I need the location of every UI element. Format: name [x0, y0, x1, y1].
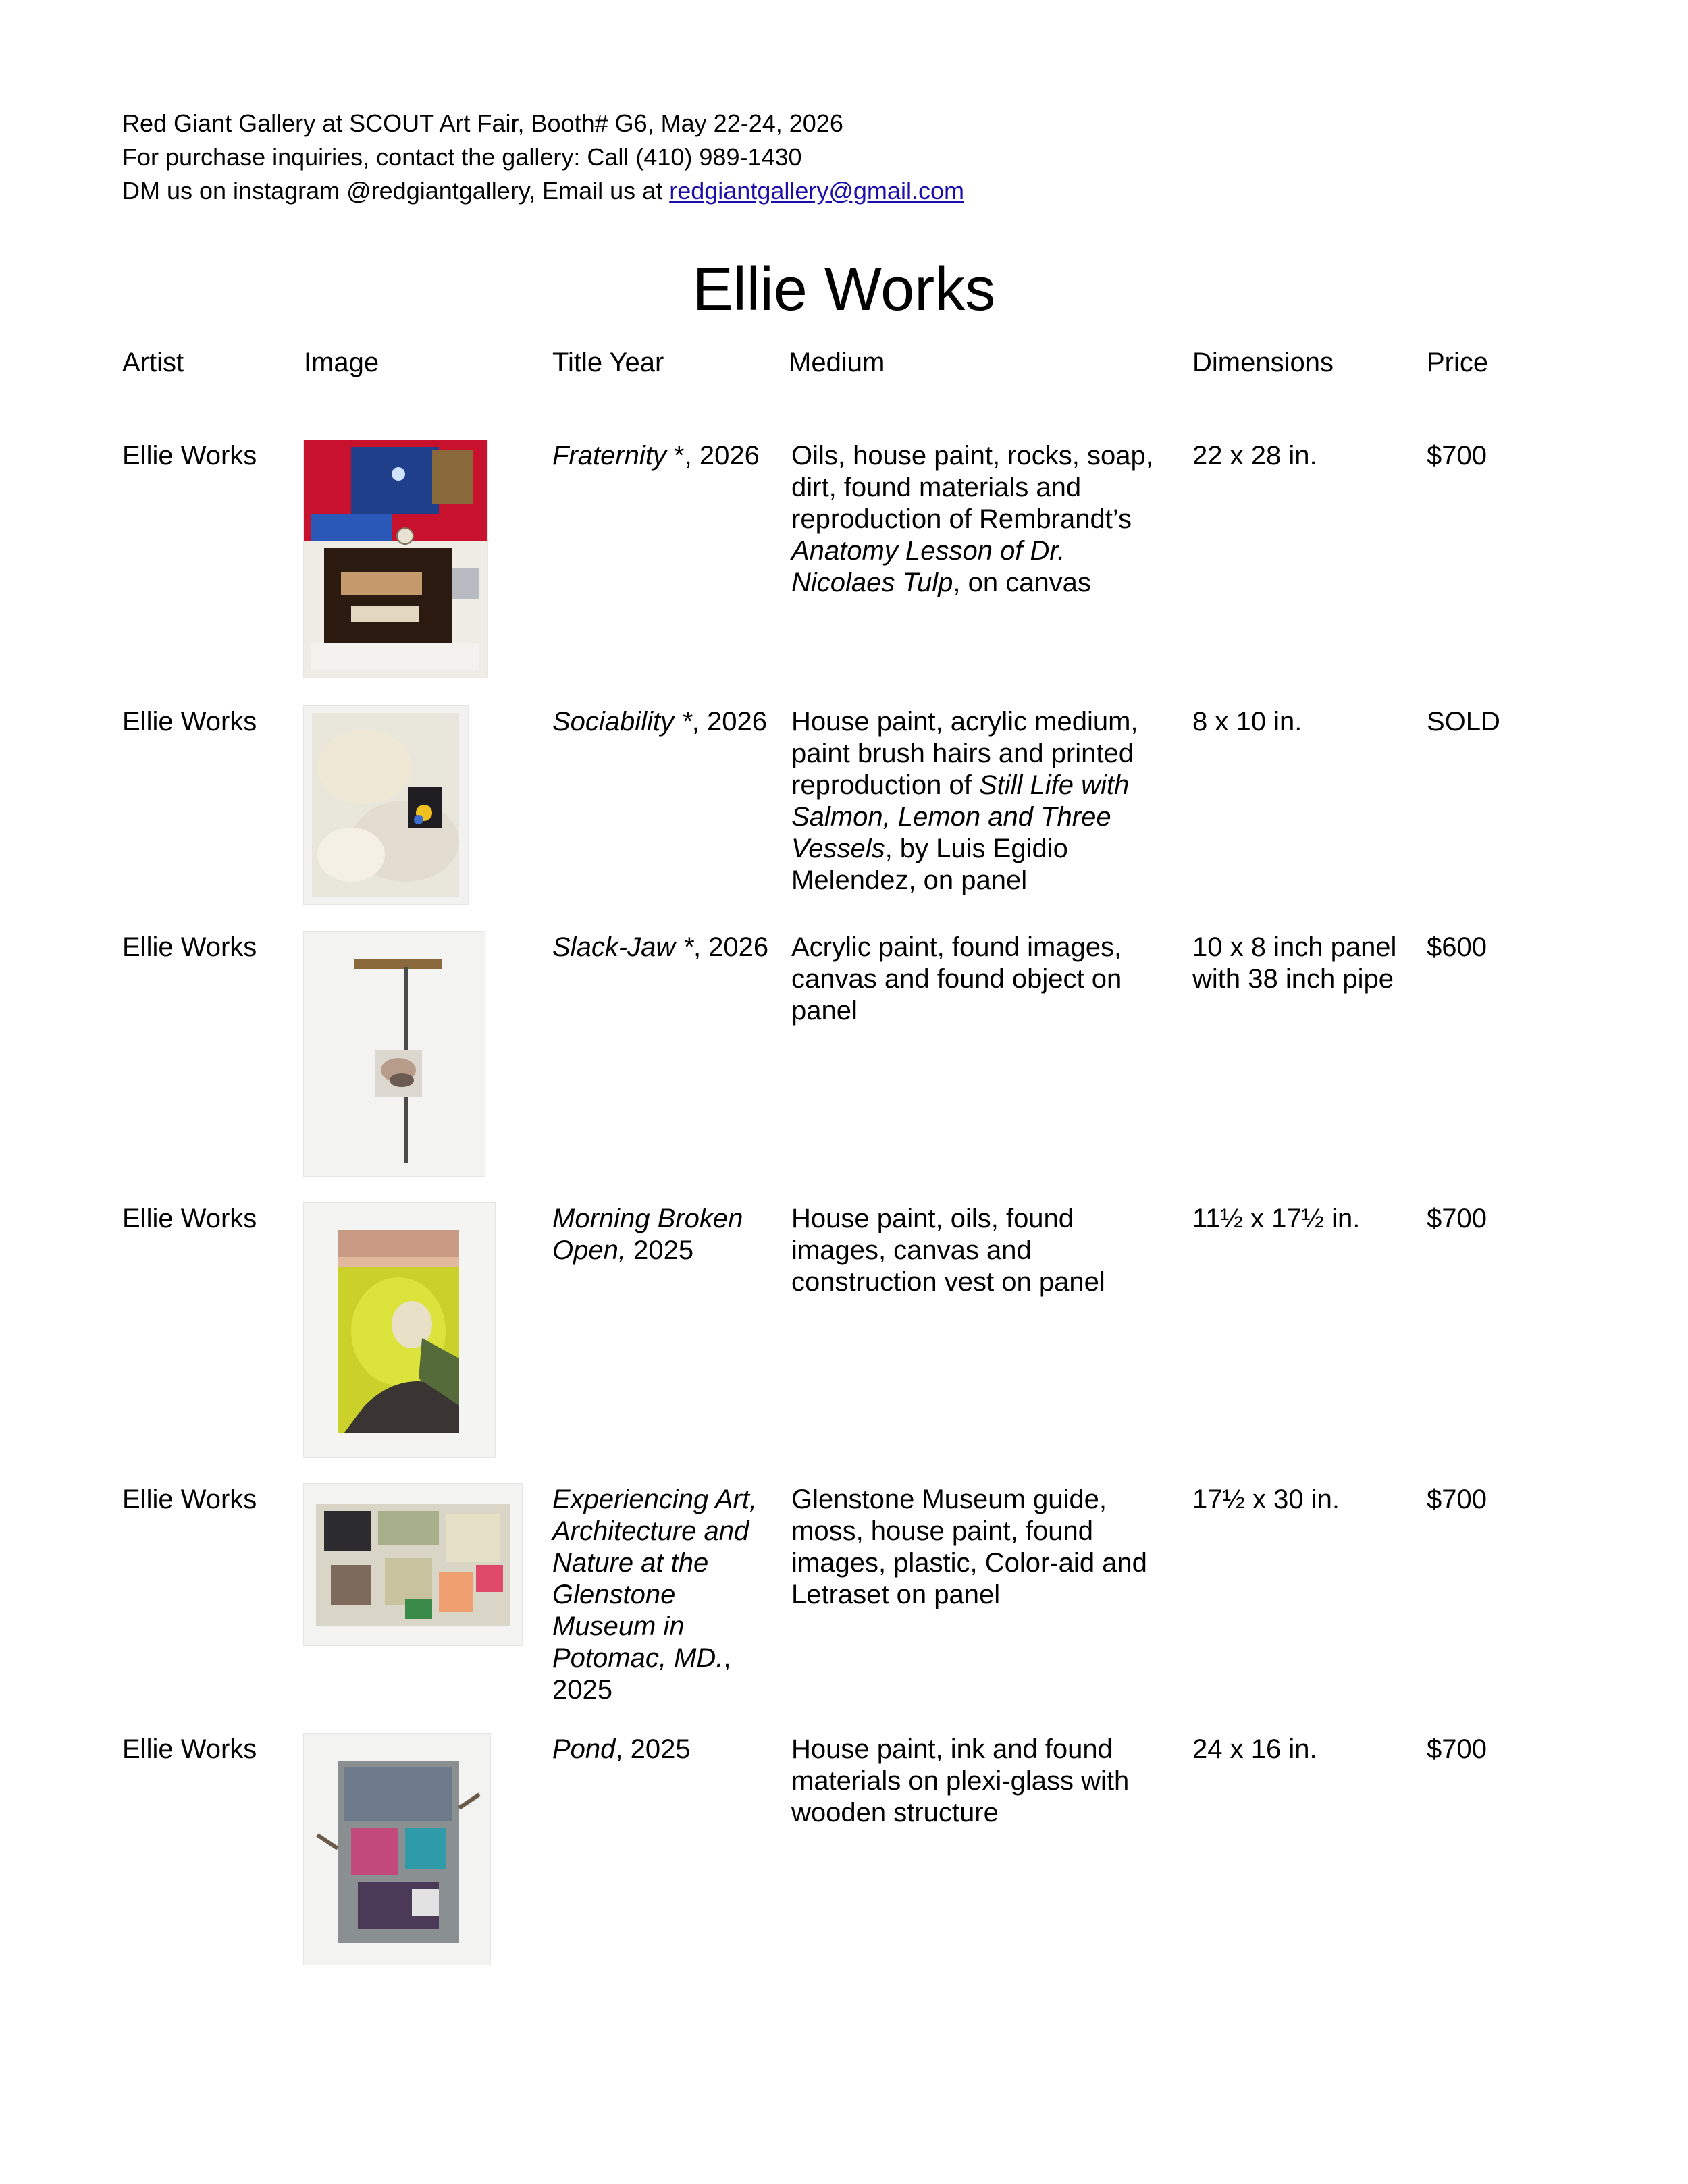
artwork-title-year	[552, 440, 775, 472]
artwork-year: 2025	[625, 1235, 694, 1265]
artwork-title-year	[552, 706, 775, 738]
artwork-thumbnail-sociability[interactable]	[304, 706, 468, 904]
artwork-title: Slack-Jaw *	[552, 932, 693, 962]
header-line-social	[122, 174, 964, 208]
header-line-event: Red Giant Gallery at SCOUT Art Fair, Booth# G6, May 22-24, 2026	[122, 109, 843, 137]
artist-name: Ellie Works	[122, 932, 257, 962]
medium-text: House paint, oils, found images, canvas and construction vest on panel	[791, 1204, 1105, 1297]
artwork-title: Pond	[552, 1734, 616, 1764]
artwork-price: $700	[1427, 1204, 1487, 1233]
artwork-image	[304, 1484, 522, 1645]
column-header-artist: Artist	[122, 348, 184, 377]
artwork-title: Experiencing Art, Architecture and Nature at the Glenstone Museum in Potomac, MD.	[552, 1485, 758, 1673]
artwork-year: *, 2026	[666, 441, 760, 471]
artwork-medium	[791, 440, 1169, 599]
artwork-dimensions: 10 x 8 inch panel with 38 inch pipe	[1192, 932, 1397, 994]
artwork-thumbnail-fraternity[interactable]	[304, 440, 487, 678]
artwork-medium	[791, 932, 1169, 1027]
medium-text: House paint, acrylic medium, paint brush hairs and printed reproduction of	[791, 707, 1138, 800]
artwork-price: $700	[1427, 1734, 1487, 1764]
artwork-title-year	[552, 1484, 775, 1706]
artwork-thumbnail-slack-jaw[interactable]	[304, 932, 485, 1176]
artwork-medium	[791, 1484, 1169, 1611]
column-header-dimensions: Dimensions	[1192, 348, 1334, 377]
artwork-image	[304, 440, 487, 678]
medium-referenced-work: Anatomy Lesson of Dr. Nicolaes Tulp	[791, 536, 1065, 597]
artwork-title: Sociability *	[552, 707, 692, 737]
medium-text: Oils, house paint, rocks, soap, dirt, found materials and reproduction of Rembrandt’s	[791, 441, 1153, 534]
artist-name: Ellie Works	[122, 1204, 257, 1233]
artwork-year: , 2025	[615, 1734, 691, 1764]
artwork-price: $700	[1427, 1485, 1487, 1514]
artwork-thumbnail-experiencing-art[interactable]	[304, 1484, 522, 1645]
artwork-dimensions: 8 x 10 in.	[1192, 707, 1302, 737]
artwork-dimensions: 22 x 28 in.	[1192, 441, 1317, 471]
column-header-image: Image	[304, 348, 379, 377]
artwork-price: SOLD	[1427, 707, 1500, 737]
artwork-price: $600	[1427, 932, 1487, 962]
artwork-image	[304, 1734, 490, 1965]
artwork-dimensions: 11½ x 17½ in.	[1192, 1204, 1361, 1233]
artwork-image	[304, 932, 485, 1176]
artwork-image	[304, 1203, 495, 1457]
medium-text-end: , on canvas	[953, 568, 1091, 597]
artwork-medium	[791, 706, 1169, 897]
artist-name: Ellie Works	[122, 1485, 257, 1514]
artwork-price: $700	[1427, 441, 1487, 471]
column-header-price: Price	[1427, 348, 1489, 377]
column-header-title-year: Title Year	[552, 348, 664, 377]
artwork-year: , 2025	[552, 1643, 731, 1705]
medium-text: Glenstone Museum guide, moss, house paint, found images, plastic, Color-aid and Letraset on panel	[791, 1485, 1147, 1609]
medium-text-end: , by Luis Egidio Melendez, on panel	[791, 834, 1068, 895]
medium-text: Acrylic paint, found images, canvas and found object on panel	[791, 932, 1122, 1026]
artwork-title: Morning Broken Open,	[552, 1204, 743, 1265]
artwork-dimensions: 24 x 16 in.	[1192, 1734, 1317, 1764]
artwork-dimensions: 17½ x 30 in.	[1192, 1485, 1340, 1514]
artist-name: Ellie Works	[122, 707, 257, 737]
artwork-title-year	[552, 1734, 775, 1765]
header-line-contact: For purchase inquiries, contact the gallery: Call (410) 989-1430	[122, 143, 802, 171]
email-link[interactable]: redgiantgallery@gmail.com	[669, 177, 964, 205]
artwork-thumbnail-morning-broken-open[interactable]	[304, 1203, 495, 1457]
artwork-title-year	[552, 932, 775, 963]
artist-name: Ellie Works	[122, 441, 257, 471]
artist-name: Ellie Works	[122, 1734, 257, 1764]
artwork-year: , 2026	[691, 707, 767, 737]
artwork-year: , 2026	[693, 932, 769, 962]
column-header-medium: Medium	[789, 348, 885, 377]
artwork-medium	[791, 1734, 1169, 1829]
medium-referenced-work: Still Life with Salmon, Lemon and Three Vessels	[791, 770, 1130, 863]
gallery-header	[122, 107, 964, 208]
artwork-title-year	[552, 1203, 775, 1267]
artwork-medium	[791, 1203, 1169, 1298]
document-title: Ellie Works	[692, 256, 996, 323]
medium-text: House paint, ink and found materials on plexi-glass with wooden structure	[791, 1734, 1130, 1828]
header-social-text: DM us on instagram @redgiantgallery, Email us at	[122, 177, 670, 205]
artwork-title: Fraternity	[552, 441, 666, 471]
artwork-thumbnail-pond[interactable]	[304, 1734, 490, 1965]
artwork-image	[304, 706, 468, 904]
